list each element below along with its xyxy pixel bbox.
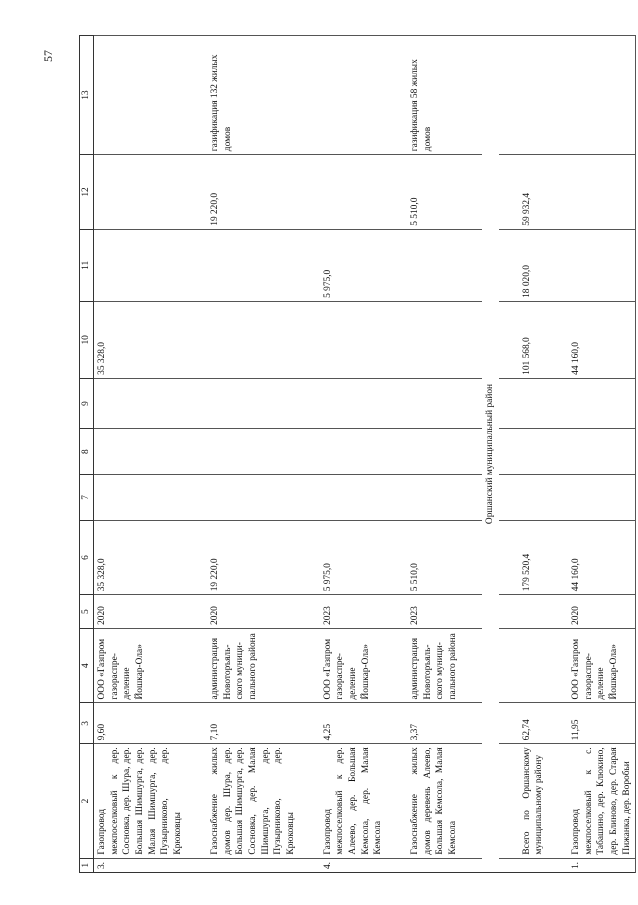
length-km: 7,10 — [207, 703, 300, 744]
spacer-row — [548, 36, 568, 873]
region-title: Оршанский муниципальный район — [482, 36, 499, 873]
table-row — [207, 36, 300, 873]
length-km: 9,60 — [94, 703, 187, 744]
cell-13 — [320, 36, 387, 155]
column-numbers-row — [80, 36, 94, 873]
col-header: 4 — [80, 628, 94, 703]
cell-7 — [94, 475, 187, 521]
col-header: 3 — [80, 703, 94, 744]
cell-10 — [320, 301, 387, 378]
spacer-row — [300, 36, 320, 873]
col-header: 2 — [80, 744, 94, 858]
organization: администрация Новоторъяль-ского муници-пального района — [407, 628, 462, 703]
col-header: 6 — [80, 520, 94, 595]
cell-6: 19 220,0 — [207, 520, 300, 595]
spacer-row — [187, 36, 207, 873]
cell-8 — [320, 429, 387, 475]
total-cell-10: 101 568,0 — [519, 301, 548, 378]
cell-10 — [207, 301, 300, 378]
object-name: Газопровод межпоселковый к дер. Сосновка, дер. Шура, дер. Большая Шимшурга, дер. Малая Шимшурга, дер. Пузырниково, дер. Крюковцы — [94, 744, 187, 858]
cell-6: 44 160,0 — [568, 520, 636, 595]
cell-12 — [94, 155, 187, 230]
cell-10: 44 160,0 — [568, 301, 636, 378]
row-number — [407, 858, 462, 872]
cell-12: 5 510,0 — [407, 155, 462, 230]
cell-6: 5 975,0 — [320, 520, 387, 595]
organization: ООО «Газпром газораспре-деление Йошкар-Ола» — [94, 628, 187, 703]
cell-9 — [407, 378, 462, 429]
col-header: 11 — [80, 229, 94, 301]
table-row — [320, 36, 387, 873]
organization: ООО «Газпром газораспре-деление Йошкар-Ола» — [320, 628, 387, 703]
spacer-row — [387, 36, 407, 873]
cell-12 — [320, 155, 387, 230]
col-header: 9 — [80, 378, 94, 429]
cell-7 — [207, 475, 300, 521]
cell-7 — [320, 475, 387, 521]
cell-11 — [407, 229, 462, 301]
col-header: 12 — [80, 155, 94, 230]
cell-9 — [320, 378, 387, 429]
cell-11 — [94, 229, 187, 301]
spacer-row — [499, 36, 519, 873]
col-header: 7 — [80, 475, 94, 521]
cell-9 — [94, 378, 187, 429]
page-number: 57 — [41, 50, 55, 62]
cell-6: 5 510,0 — [407, 520, 462, 595]
row-number: 1. — [568, 858, 636, 872]
object-name: Газопровод межпоселковый к дер. Алеево, дер. Большая Кемсола, дер. Малая Кемсола — [320, 744, 387, 858]
cell-12: 19 220,0 — [207, 155, 300, 230]
object-name: Газопровод межпоселковый к с. Табашино, дер. Клюкино, дер. Блиново, дер. Старая Пижанка, дер. Воробьи — [568, 744, 636, 858]
total-cell-11: 18 020,0 — [519, 229, 548, 301]
col-header: 5 — [80, 595, 94, 629]
total-label: Всего по Оршанскому муниципальному району — [519, 744, 548, 858]
total-row — [519, 36, 548, 873]
cell-11: 5 975,0 — [320, 229, 387, 301]
table-row — [568, 36, 636, 873]
row-number — [207, 858, 300, 872]
col-header: 10 — [80, 301, 94, 378]
rotated-table-area — [79, 35, 632, 873]
length-km: 3,37 — [407, 703, 462, 744]
cell-13: газификация 58 жилых домов — [407, 36, 462, 155]
cell-7 — [407, 475, 462, 521]
cell-10: 35 328,0 — [94, 301, 187, 378]
year: 2020 — [568, 595, 636, 629]
cell-8 — [94, 429, 187, 475]
cell-10 — [407, 301, 462, 378]
total-cell-12: 59 932,4 — [519, 155, 548, 230]
year: 2023 — [320, 595, 387, 629]
cell-8 — [207, 429, 300, 475]
col-header: 1 — [80, 858, 94, 872]
total-cell-6: 179 520,4 — [519, 520, 548, 595]
investment-table — [79, 35, 636, 873]
table-row — [407, 36, 462, 873]
length-km: 4,25 — [320, 703, 387, 744]
length-km: 11,95 — [568, 703, 636, 744]
object-name: Газоснабжение жилых домов деревень Алеево, Большая Кемсола, Малая Кемсола — [407, 744, 462, 858]
region-header-row — [482, 36, 499, 873]
table-row — [94, 36, 187, 873]
year: 2020 — [94, 595, 187, 629]
cell-6: 35 328,0 — [94, 520, 187, 595]
cell-13 — [94, 36, 187, 155]
object-name: Газоснабжение жилых домов дер. Шура, дер. Большая Шимшурга, дер. Сосновка, дер. Малая Шимшурга, дер. Пузырниково, дер. Крюковцы — [207, 744, 300, 858]
cell-8 — [407, 429, 462, 475]
year: 2023 — [407, 595, 462, 629]
cell-13: газификация 132 жилых домов — [207, 36, 300, 155]
cell-9 — [207, 378, 300, 429]
year: 2020 — [207, 595, 300, 629]
organization: администрация Новоторъяль-ского муници-пального района — [207, 628, 300, 703]
spacer-row — [462, 36, 482, 873]
organization: ООО «Газпром газораспре-деление Йошкар-Ола» — [568, 628, 636, 703]
col-header: 13 — [80, 36, 94, 155]
col-header: 8 — [80, 429, 94, 475]
row-number: 4. — [320, 858, 387, 872]
cell-11 — [207, 229, 300, 301]
row-number: 3. — [94, 858, 187, 872]
total-length: 62,74 — [519, 703, 548, 744]
